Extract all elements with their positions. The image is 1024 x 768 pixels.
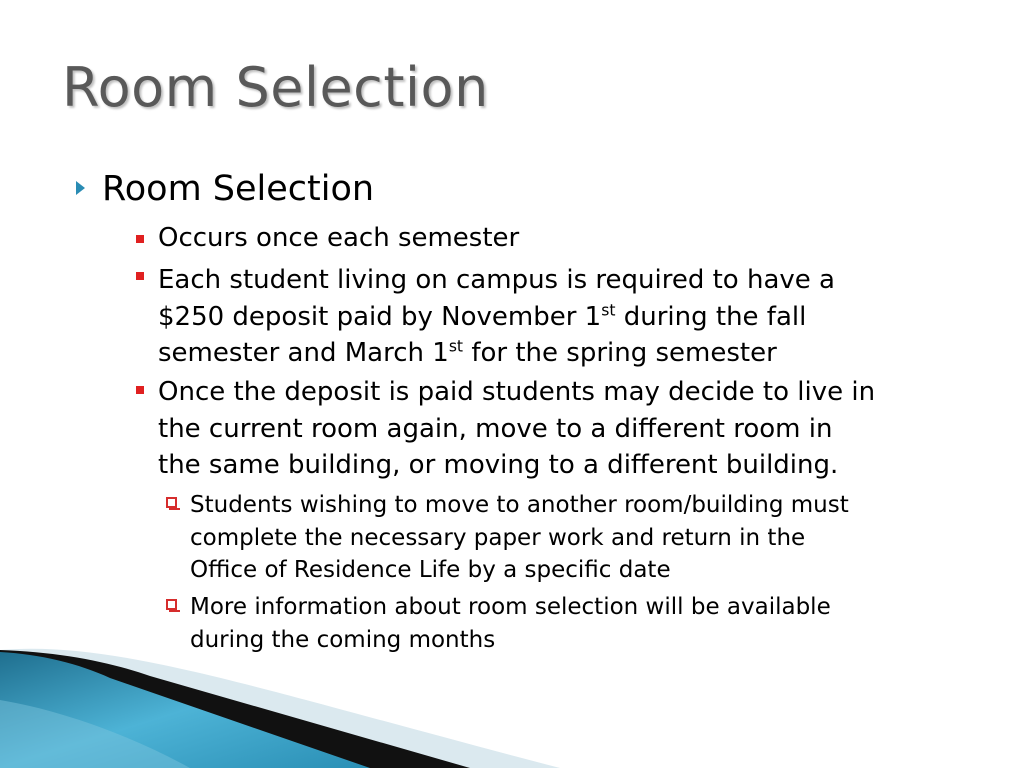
sub-item-more-info xyxy=(190,591,831,656)
list-item-occurs: Occurs once each semester xyxy=(158,223,520,253)
deposit-line-1: Each student living on campus is required to have a xyxy=(158,265,835,295)
level1-heading: Room Selection xyxy=(102,169,375,209)
once-paid-line-2: the current room again, move to a different room in xyxy=(158,413,833,444)
deposit-line-2: $250 deposit paid by November 1st during the fall xyxy=(158,300,807,332)
deposit-line-3: semester and March 1st for the spring semester xyxy=(158,337,777,368)
level1-bullet-arrow-icon xyxy=(76,181,85,195)
move-line-2: complete the necessary paper work and return in the xyxy=(190,524,806,551)
level2-bullet-square-icon xyxy=(136,272,144,280)
level2-bullet-square-icon xyxy=(136,235,144,243)
list-item-once-paid xyxy=(158,374,875,484)
list-item-deposit xyxy=(158,262,835,372)
move-line-1: Students wishing to move to another room/building must xyxy=(190,492,849,518)
level2-bullet-square-icon xyxy=(136,386,144,394)
slide-title: Room Selection xyxy=(62,56,489,119)
once-paid-line-3: the same building, or moving to a different building. xyxy=(158,450,839,480)
move-line-3: Office of Residence Life by a specific date xyxy=(190,557,671,583)
more-info-line-1: More information about room selection will be available xyxy=(190,594,831,620)
level3-bullet-checkbox-icon xyxy=(166,599,177,610)
sub-item-move xyxy=(190,489,849,587)
level3-bullet-checkbox-icon xyxy=(166,497,177,508)
more-info-line-2: during the coming months xyxy=(190,626,496,653)
once-paid-line-1: Once the deposit is paid students may decide to live in xyxy=(158,377,876,407)
